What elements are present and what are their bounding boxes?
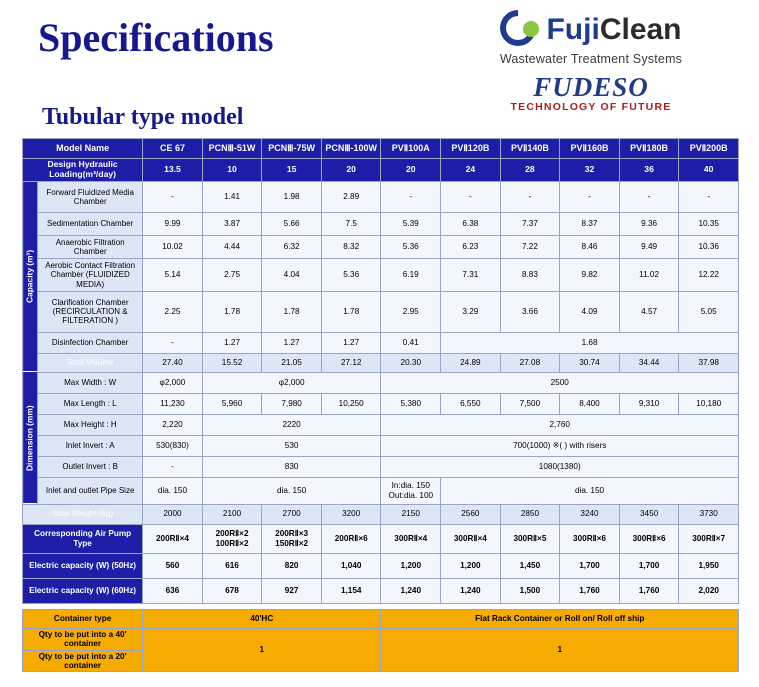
brand-logo-block bbox=[441, 10, 741, 113]
pump-v6: 300RⅡ×5 bbox=[500, 524, 560, 553]
weight-v6: 2850 bbox=[500, 504, 560, 524]
cap2-v8: 9.49 bbox=[619, 235, 679, 258]
capacity-section-caption: Capacity (m³) bbox=[23, 181, 38, 372]
brand-name-clean: Clean bbox=[599, 13, 682, 46]
qty-right: 1 bbox=[381, 628, 739, 672]
cap2-v4: 5.36 bbox=[381, 235, 441, 258]
cap4-v3: 1.78 bbox=[321, 291, 381, 332]
row-label-aerobic-contact: Aerobic Contact Filtration Chamber (FLUIDIZED MEDIA) bbox=[38, 259, 143, 292]
hydraulic-4: 20 bbox=[381, 159, 441, 182]
hydraulic-5: 24 bbox=[441, 159, 501, 182]
dim1-v0: 11,230 bbox=[143, 393, 203, 414]
model-header-0: CE 67 bbox=[143, 139, 203, 159]
hydraulic-loading-label: Design Hydraulic Loading(m³/day) bbox=[23, 159, 143, 182]
model-header-9: PVⅡ200B bbox=[679, 139, 739, 159]
cap1-v6: 7.37 bbox=[500, 212, 560, 235]
weight-v0: 2000 bbox=[143, 504, 203, 524]
e60-v0: 636 bbox=[143, 578, 203, 603]
row-label-container-type: Container type bbox=[23, 609, 143, 628]
dim1-v7: 8,400 bbox=[560, 393, 620, 414]
hydraulic-3: 20 bbox=[321, 159, 381, 182]
row-label-total-volume: Total Volume bbox=[38, 353, 143, 372]
table-row bbox=[23, 477, 739, 504]
cap3-v5: 7.31 bbox=[441, 259, 501, 292]
brand-name-fuji: Fuji bbox=[546, 13, 600, 46]
table-row bbox=[23, 159, 739, 182]
pump-v4: 300RⅡ×4 bbox=[381, 524, 441, 553]
brand-tagline: Wastewater Treatment Systems bbox=[499, 52, 683, 66]
table-row bbox=[23, 181, 739, 212]
cap3-v2: 4.04 bbox=[262, 259, 322, 292]
row-label-total-weight: Total Weight (kg) bbox=[23, 504, 143, 524]
dim1-v2: 7,980 bbox=[262, 393, 322, 414]
e50-v0: 560 bbox=[143, 553, 203, 578]
table-row bbox=[23, 139, 739, 159]
cap2-v1: 4.44 bbox=[202, 235, 262, 258]
pump-v7: 300RⅡ×6 bbox=[560, 524, 620, 553]
cap1-v3: 7.5 bbox=[321, 212, 381, 235]
cap4-v6: 3.66 bbox=[500, 291, 560, 332]
cap5-v1: 1.27 bbox=[202, 332, 262, 353]
e50-v6: 1,450 bbox=[500, 553, 560, 578]
cap4-v8: 4.57 bbox=[619, 291, 679, 332]
row-label-inlet-invert: Inlet Invert : A bbox=[38, 435, 143, 456]
dim4-v0: - bbox=[143, 456, 203, 477]
e60-v5: 1,240 bbox=[441, 578, 501, 603]
row-label-electric-60hz: Electric capacity (W) (60Hz) bbox=[23, 578, 143, 603]
cap1-v2: 5.66 bbox=[262, 212, 322, 235]
table-row bbox=[23, 235, 739, 258]
table-row bbox=[23, 628, 739, 650]
e50-v4: 1,200 bbox=[381, 553, 441, 578]
weight-v5: 2560 bbox=[441, 504, 501, 524]
pump-v3: 200RⅡ×6 bbox=[321, 524, 381, 553]
e60-v9: 2,020 bbox=[679, 578, 739, 603]
table-row bbox=[23, 435, 739, 456]
cap1-v8: 9.36 bbox=[619, 212, 679, 235]
cap3-v6: 8.83 bbox=[500, 259, 560, 292]
cap6-v5: 24.89 bbox=[441, 353, 501, 372]
cap6-v8: 34.44 bbox=[619, 353, 679, 372]
cap0-v4: - bbox=[381, 181, 441, 212]
table-row bbox=[23, 524, 739, 553]
e50-v7: 1,700 bbox=[560, 553, 620, 578]
qty-left: 1 bbox=[143, 628, 381, 672]
cap0-v6: - bbox=[500, 181, 560, 212]
cap2-v2: 6.32 bbox=[262, 235, 322, 258]
cap6-v0: 27.40 bbox=[143, 353, 203, 372]
cap3-v0: 5.14 bbox=[143, 259, 203, 292]
cap2-v5: 6.23 bbox=[441, 235, 501, 258]
cap4-v5: 3.29 bbox=[441, 291, 501, 332]
model-header-8: PVⅡ180B bbox=[619, 139, 679, 159]
cap6-v3: 27.12 bbox=[321, 353, 381, 372]
row-label-anaerobic-filtration: Anaerobic Filtration Chamber bbox=[38, 235, 143, 258]
cap0-v5: - bbox=[441, 181, 501, 212]
pump-v8: 300RⅡ×6 bbox=[619, 524, 679, 553]
cap6-v9: 37.98 bbox=[679, 353, 739, 372]
cap2-v9: 10.36 bbox=[679, 235, 739, 258]
e50-v8: 1,700 bbox=[619, 553, 679, 578]
cap3-v8: 11.02 bbox=[619, 259, 679, 292]
table-row bbox=[23, 414, 739, 435]
hydraulic-1: 10 bbox=[202, 159, 262, 182]
e60-v3: 1,154 bbox=[321, 578, 381, 603]
pump-v1: 200RⅡ×2 100RⅡ×2 bbox=[202, 524, 262, 553]
table-row bbox=[23, 212, 739, 235]
table-row bbox=[23, 372, 739, 393]
cap2-v6: 7.22 bbox=[500, 235, 560, 258]
dim5-v3: dia. 150 bbox=[441, 477, 739, 504]
cap3-v4: 6.19 bbox=[381, 259, 441, 292]
cap6-v6: 27.08 bbox=[500, 353, 560, 372]
cap3-v9: 12.22 bbox=[679, 259, 739, 292]
cap5-v4: 0.41 bbox=[381, 332, 441, 353]
model-header-3: PCNⅢ-100W bbox=[321, 139, 381, 159]
fujiclean-logo bbox=[441, 10, 741, 50]
dim0-v0: φ2,000 bbox=[143, 372, 203, 393]
fudeso-logo: FUDESO bbox=[533, 72, 649, 102]
table-row bbox=[23, 332, 739, 353]
row-label-max-width: Max Width : W bbox=[38, 372, 143, 393]
table-row bbox=[23, 291, 739, 332]
row-label-clarification: Clarification Chamber (RECIRCULATION & FILTERATION ) bbox=[38, 291, 143, 332]
pump-v5: 300RⅡ×4 bbox=[441, 524, 501, 553]
cap5-v2: 1.27 bbox=[262, 332, 322, 353]
cap1-v4: 5.39 bbox=[381, 212, 441, 235]
row-label-forward-fluidized: Forward Fluidized Media Chamber bbox=[38, 181, 143, 212]
e60-v6: 1,500 bbox=[500, 578, 560, 603]
model-header-4: PVⅡ100A bbox=[381, 139, 441, 159]
row-label-pipe-size: Inlet and outlet Pipe Size bbox=[38, 477, 143, 504]
e50-v5: 1,200 bbox=[441, 553, 501, 578]
cap1-v1: 3.87 bbox=[202, 212, 262, 235]
dim1-v8: 9,310 bbox=[619, 393, 679, 414]
cap4-v0: 2.25 bbox=[143, 291, 203, 332]
dim1-v5: 6,550 bbox=[441, 393, 501, 414]
cap1-v9: 10.35 bbox=[679, 212, 739, 235]
specifications-table bbox=[22, 138, 739, 672]
specifications-table-wrap bbox=[22, 138, 739, 672]
cap2-v0: 10.02 bbox=[143, 235, 203, 258]
table-row bbox=[23, 504, 739, 524]
row-label-max-length: Max Length : L bbox=[38, 393, 143, 414]
cap1-v0: 9.99 bbox=[143, 212, 203, 235]
cap0-v2: 1.98 bbox=[262, 181, 322, 212]
dim1-v9: 10,180 bbox=[679, 393, 739, 414]
cap5-v3: 1.27 bbox=[321, 332, 381, 353]
container-type-left: 40'HC bbox=[143, 609, 381, 628]
hydraulic-2: 15 bbox=[262, 159, 322, 182]
model-header-1: PCNⅢ-51W bbox=[202, 139, 262, 159]
hydraulic-9: 40 bbox=[679, 159, 739, 182]
dim2-v0: 2,220 bbox=[143, 414, 203, 435]
row-label-air-pump: Corresponding Air Pump Type bbox=[23, 524, 143, 553]
model-header-7: PVⅡ160B bbox=[560, 139, 620, 159]
dim5-v2: In:dia. 150 Out:dia. 100 bbox=[381, 477, 441, 504]
row-label-qty-40ft: Qty to be put into a 40' container bbox=[23, 628, 143, 650]
e60-v8: 1,760 bbox=[619, 578, 679, 603]
cap0-v0: - bbox=[143, 181, 203, 212]
table-row bbox=[23, 259, 739, 292]
weight-v9: 3730 bbox=[679, 504, 739, 524]
cap0-v3: 2.89 bbox=[321, 181, 381, 212]
cap3-v1: 2.75 bbox=[202, 259, 262, 292]
weight-v8: 3450 bbox=[619, 504, 679, 524]
cap4-v7: 4.09 bbox=[560, 291, 620, 332]
cap0-v1: 1.41 bbox=[202, 181, 262, 212]
row-label-outlet-invert: Outlet Invert : B bbox=[38, 456, 143, 477]
dim5-v1: dia. 150 bbox=[202, 477, 381, 504]
hydraulic-0: 13.5 bbox=[143, 159, 203, 182]
pump-v2: 200RⅡ×3 150RⅡ×2 bbox=[262, 524, 322, 553]
cap0-v7: - bbox=[560, 181, 620, 212]
hydraulic-6: 28 bbox=[500, 159, 560, 182]
dim0-v2: 2500 bbox=[381, 372, 739, 393]
dim3-v0: 530(830) bbox=[143, 435, 203, 456]
e60-v2: 927 bbox=[262, 578, 322, 603]
cap1-v5: 6.38 bbox=[441, 212, 501, 235]
dim1-v1: 5,960 bbox=[202, 393, 262, 414]
dim2-v1: 2220 bbox=[202, 414, 381, 435]
row-label-qty-20ft: Qty to be put into a 20' container bbox=[23, 650, 143, 672]
dim1-v6: 7,500 bbox=[500, 393, 560, 414]
weight-v3: 3200 bbox=[321, 504, 381, 524]
table-row bbox=[23, 553, 739, 578]
dim5-v0: dia. 150 bbox=[143, 477, 203, 504]
dim1-v4: 5,380 bbox=[381, 393, 441, 414]
cap5-v0: - bbox=[143, 332, 203, 353]
fudeso-tagline: TECHNOLOGY OF FUTURE bbox=[510, 101, 672, 113]
page-subtitle: Tubular type model bbox=[42, 104, 244, 130]
container-type-right: Flat Rack Container or Roll on/ Roll off ship bbox=[381, 609, 739, 628]
table-row bbox=[23, 609, 739, 628]
cap5-v5: 1.68 bbox=[441, 332, 739, 353]
dim3-v1: 530 bbox=[202, 435, 381, 456]
weight-v4: 2150 bbox=[381, 504, 441, 524]
cap4-v9: 5.05 bbox=[679, 291, 739, 332]
row-label-sedimentation: Sedimentation Chamber bbox=[38, 212, 143, 235]
row-label-max-height: Max Height : H bbox=[38, 414, 143, 435]
cap6-v2: 21.05 bbox=[262, 353, 322, 372]
dim4-v1: 830 bbox=[202, 456, 381, 477]
cap6-v7: 30.74 bbox=[560, 353, 620, 372]
cap3-v3: 5.36 bbox=[321, 259, 381, 292]
cap6-v4: 20.30 bbox=[381, 353, 441, 372]
page-title: Specifications bbox=[38, 15, 274, 60]
dim1-v3: 10,250 bbox=[321, 393, 381, 414]
e50-v2: 820 bbox=[262, 553, 322, 578]
e60-v1: 678 bbox=[202, 578, 262, 603]
cap6-v1: 15.52 bbox=[202, 353, 262, 372]
table-row bbox=[23, 578, 739, 603]
e50-v1: 616 bbox=[202, 553, 262, 578]
e50-v3: 1,040 bbox=[321, 553, 381, 578]
cap4-v4: 2.95 bbox=[381, 291, 441, 332]
model-header-5: PVⅡ120B bbox=[441, 139, 501, 159]
table-row bbox=[23, 353, 739, 372]
table-row bbox=[23, 393, 739, 414]
dimension-section-caption: Dimension (mm) bbox=[23, 372, 38, 504]
table-row bbox=[23, 456, 739, 477]
dim0-v1: φ2,000 bbox=[202, 372, 381, 393]
model-header-6: PVⅡ140B bbox=[500, 139, 560, 159]
cap2-v3: 8.32 bbox=[321, 235, 381, 258]
row-label-electric-50hz: Electric capacity (W) (50Hz) bbox=[23, 553, 143, 578]
e60-v4: 1,240 bbox=[381, 578, 441, 603]
fujiclean-mark-icon bbox=[500, 10, 540, 50]
pump-v9: 300RⅡ×7 bbox=[679, 524, 739, 553]
hydraulic-8: 36 bbox=[619, 159, 679, 182]
weight-v2: 2700 bbox=[262, 504, 322, 524]
row-label-disinfection: Disinfection Chamber bbox=[38, 332, 143, 353]
cap4-v2: 1.78 bbox=[262, 291, 322, 332]
weight-v1: 2100 bbox=[202, 504, 262, 524]
cap0-v9: - bbox=[679, 181, 739, 212]
pump-v0: 200RⅡ×4 bbox=[143, 524, 203, 553]
cap3-v7: 9.82 bbox=[560, 259, 620, 292]
model-header-2: PCNⅢ-75W bbox=[262, 139, 322, 159]
cap0-v8: - bbox=[619, 181, 679, 212]
dim2-v2: 2,760 bbox=[381, 414, 739, 435]
dim4-v2: 1080(1380) bbox=[381, 456, 739, 477]
cap1-v7: 8.37 bbox=[560, 212, 620, 235]
model-name-header: Model Name bbox=[23, 139, 143, 159]
weight-v7: 3240 bbox=[560, 504, 620, 524]
cap4-v1: 1.78 bbox=[202, 291, 262, 332]
cap2-v7: 8.46 bbox=[560, 235, 620, 258]
dim3-v2: 700(1000) ※( ) with risers bbox=[381, 435, 739, 456]
e50-v9: 1,950 bbox=[679, 553, 739, 578]
e60-v7: 1,760 bbox=[560, 578, 620, 603]
hydraulic-7: 32 bbox=[560, 159, 620, 182]
